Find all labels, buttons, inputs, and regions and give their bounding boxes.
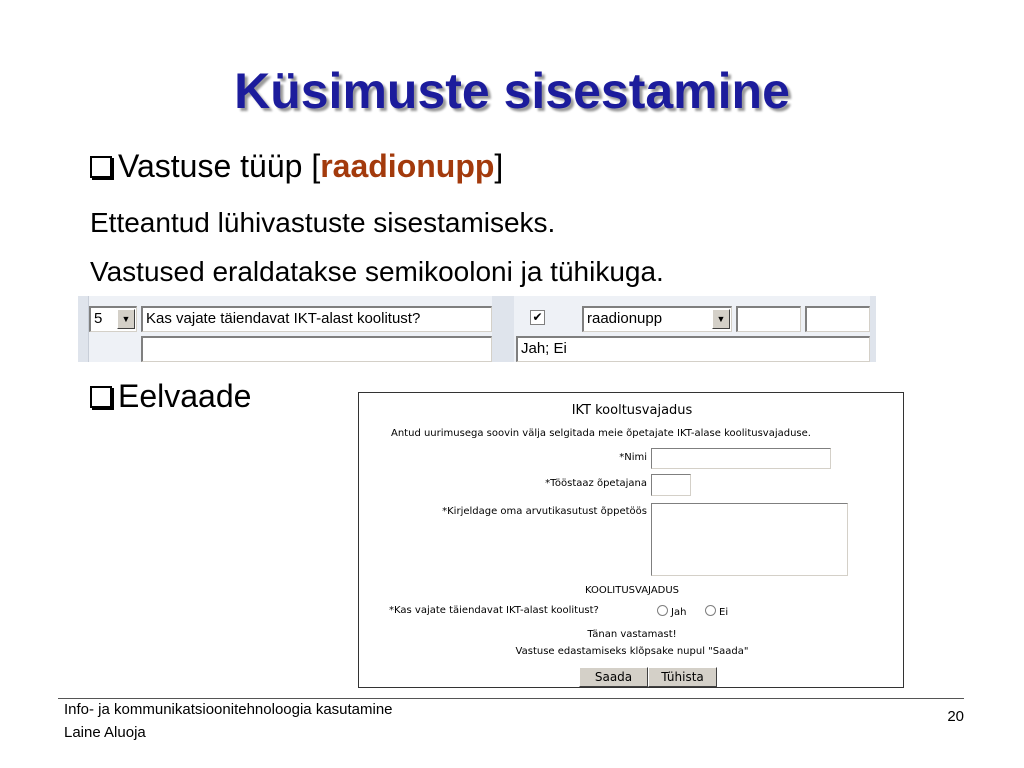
description-line-1: Etteantud lühivastuste sisestamiseks. [90,207,556,238]
experience-input[interactable] [651,474,691,496]
checkbox-bullet-icon [90,156,112,178]
question-text-input[interactable] [141,306,492,332]
radio-yes-label: Jah [671,607,687,618]
describe-textarea[interactable] [651,503,848,576]
bullet-preview [90,378,251,414]
instruction-text: Vastuse edastamiseks klõpsake nupul "Saada" [515,646,749,657]
name-label: *Nimi [619,452,647,463]
preview-intro: Antud uurimusega soovin välja selgitada meie õpetajate IKT-alase koolitusvajaduse. [391,428,811,439]
description-line-2: Vastused eraldatakse semikooloni ja tühikuga. [90,256,664,287]
question-extra-input[interactable] [141,336,492,362]
footer-author: Laine Aluoja [64,724,146,741]
bullet-answer-type [90,148,503,184]
footer-course: Info- ja kommunikatsioonitehnoloogia kasutamine [64,701,393,718]
radio-no-label: Ei [719,607,729,618]
thanks-text: Tänan vastamast! [587,629,677,640]
radio-no-button[interactable] [705,605,716,616]
answers-value: Jah; Ei [521,340,567,357]
chevron-down-icon[interactable]: ▼ [712,309,730,329]
question-editor-strip [78,296,876,362]
experience-label: *Tööstaaz õpetajana [545,478,647,489]
answer-type-value: raadionupp [587,310,663,327]
reset-button[interactable]: Tühista [648,667,717,687]
min-value-input[interactable] [736,306,801,332]
question-text-value: Kas vajate täiendavat IKT-alast koolitust? [146,310,421,327]
answer-type-select[interactable] [582,306,732,332]
name-input[interactable] [651,448,831,469]
section-heading: KOOLITUSVAJADUS [584,585,680,596]
page-number: 20 [947,708,964,725]
order-select[interactable] [89,306,137,332]
editor-right-gutter [870,296,876,362]
bullet-answer-type-accent: raadionupp [320,148,495,184]
form-preview [358,392,904,688]
bullet-answer-type-prefix: Vastuse tüüp [ [118,148,321,184]
describe-label: *Kirjeldage oma arvutikasutust õppetöös [442,506,647,517]
chevron-down-icon[interactable]: ▼ [117,309,135,329]
bullet-answer-type-suffix: ] [494,148,504,184]
radio-option-yes[interactable] [657,605,686,618]
order-select-value: 5 [94,310,103,327]
radio-question: *Kas vajate täiendavat IKT-alast koolitust? [389,605,599,616]
preview-heading: IKT kooltusvajadus [571,403,693,418]
bullet-preview-label: Eelvaade [118,378,252,414]
radio-yes-button[interactable] [657,605,668,616]
editor-middle-gutter [492,296,514,362]
max-value-input[interactable] [805,306,870,332]
submit-button[interactable]: Saada [579,667,648,687]
editor-left-gutter [78,296,89,362]
required-checkbox[interactable]: ✔ [530,310,545,325]
radio-option-no[interactable] [705,605,728,618]
slide-title: Küsimuste sisestamine [234,63,790,119]
footer-divider [58,698,964,699]
answers-input[interactable] [516,336,870,362]
checkbox-bullet-icon [90,386,112,408]
